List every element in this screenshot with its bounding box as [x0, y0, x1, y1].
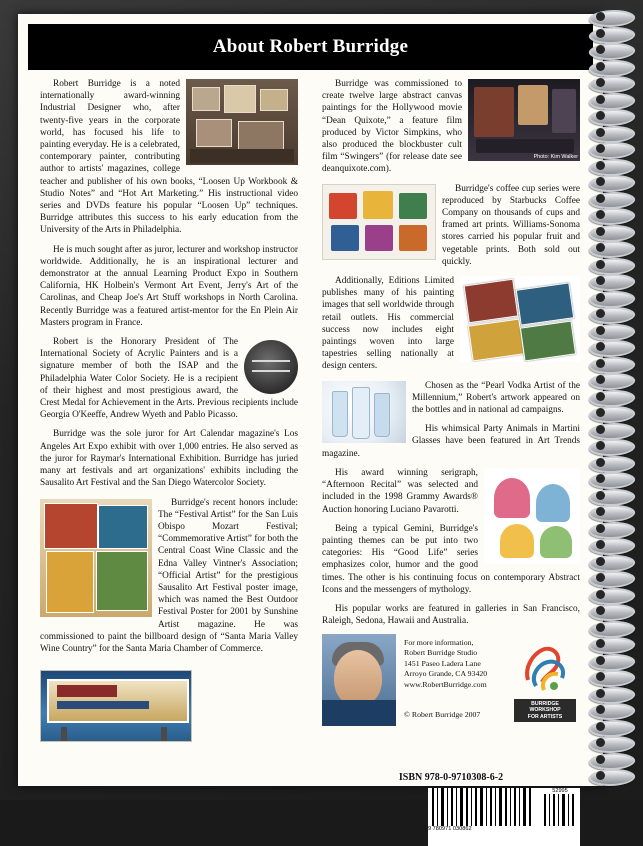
spiral-coil [587, 588, 638, 605]
contact-line-2: Robert Burridge Studio [404, 648, 478, 658]
spiral-coil [587, 621, 638, 638]
movie-photo-caption: Photo: Kim Walker [533, 154, 578, 160]
spiral-punch-hole [596, 705, 605, 714]
spiral-punch-hole [596, 260, 605, 269]
spiral-punch-hole [596, 128, 605, 137]
burridge-workshop-logo [514, 634, 576, 726]
contact-line-4: Arroyo Grande, CA 93420 [404, 669, 488, 679]
spiral-punch-hole [596, 623, 605, 632]
spiral-coil [587, 390, 638, 407]
paragraph: His award winning serigraph, “Afternoon Recital” was selected and included in the 1998 Grammy Awards® Auction honoring Luciano Pavarotti. [322, 467, 478, 515]
spiral-coil [587, 357, 638, 374]
paragraph: Chosen as the “Pearl Vodka Artist of the Millennium,” Robert's artwork appeared on the bottles and in national ad campaigns. [412, 380, 580, 416]
billboard-photo [40, 670, 192, 742]
spiral-coil [587, 159, 638, 176]
spiral-binding [591, 10, 635, 790]
paragraph: Burridge's coffee cup series were reproduced by Starbucks Coffee Company on thousands of cups and framed art prints. Williams-Sonoma stores carried his popular fruit and vegetable prints. Both sold out quickly. [442, 183, 580, 267]
paragraph: His whimsical Party Animals in Martini Glasses have been featured in Art Trends magazine. [322, 424, 580, 459]
logo-svg [520, 640, 570, 694]
spiral-coil [587, 571, 638, 588]
spiral-punch-hole [596, 474, 605, 483]
coffee-cup-series-photo [322, 184, 436, 260]
spiral-punch-hole [596, 408, 605, 417]
spiral-coil [587, 109, 638, 126]
author-portrait [322, 634, 396, 726]
spiral-punch-hole [596, 111, 605, 120]
spiral-punch-hole [596, 326, 605, 335]
party-animals-artwork [484, 468, 580, 564]
spiral-coil [587, 604, 638, 621]
price-code: 52995 [552, 788, 568, 794]
portrait-shirt [322, 700, 396, 726]
logo-line-3: FOR ARTISTS [527, 713, 563, 720]
spiral-punch-hole [596, 29, 605, 38]
spiral-punch-hole [596, 392, 605, 401]
spiral-punch-hole [596, 227, 605, 236]
spiral-coil [587, 753, 638, 770]
spiral-coil [587, 423, 638, 440]
tapestry-photo [460, 276, 580, 362]
logo-mark-icon [520, 640, 570, 694]
spiral-coil [587, 687, 638, 704]
spiral-punch-hole [596, 78, 605, 87]
title-band [28, 24, 593, 70]
spiral-coil [587, 670, 638, 687]
spiral-coil [587, 373, 638, 390]
isbn-label: ISBN 978-0-9710308-6-2 [398, 772, 504, 783]
contact-line-3: 1451 Paseo Ladera Lane [404, 658, 481, 668]
paragraph: Burridge was commissioned to create twelve large abstract canvas paintings for the Hollywood movie “Dean Quixote,” a feature film produced by Victor Simpkins, who also produced the blockbuster cult film “Swingers” (for release date see deanquixote.com). [322, 79, 462, 175]
spiral-coil [587, 76, 638, 93]
spiral-coil [587, 291, 638, 308]
spiral-coil [587, 307, 638, 324]
spiral-coil [587, 456, 638, 473]
spiral-punch-hole [596, 524, 605, 533]
spiral-coil [587, 43, 638, 60]
spiral-coil [587, 538, 638, 555]
spiral-punch-hole [596, 342, 605, 351]
content-area [40, 78, 580, 832]
spiral-punch-hole [596, 45, 605, 54]
spiral-punch-hole [596, 194, 605, 203]
spiral-punch-hole [596, 177, 605, 186]
spiral-coil [587, 505, 638, 522]
book-back-cover [18, 14, 603, 832]
spiral-punch-hole [596, 161, 605, 170]
spiral-coil [587, 654, 638, 671]
spiral-coil [587, 258, 638, 275]
logo-text [514, 699, 576, 722]
spiral-coil [587, 60, 638, 77]
spiral-coil [587, 93, 638, 110]
spiral-coil [587, 522, 638, 539]
barcode-digits: 9 780971 030862 [428, 826, 472, 832]
left-column [40, 78, 298, 662]
spiral-coil [587, 489, 638, 506]
spiral-coil [587, 192, 638, 209]
paragraph: Burridge's recent honors include: The “Festival Artist” for the San Luis Obispo Mozart Festival; “Commemorative Artist” for both the Central Coast Wine Classic and the Edna Valley Vintner's Association; “Official Artist” for the prestigious Sausalito Art Festival poster image, which was named the Best Outdoor Festival Poster for 2001 by Sunshine Artist magazine. He was commissioned to paint the billboard design of “Santa Maria Valley Wine Country” for the Santa Maria Chamber of Commerce. [40, 497, 298, 654]
paragraph: He is much sought after as juror, lecturer and workshop instructor worldwide. Additionally, he is an inspirational lecturer and demonstrator at the annual Learning Product Expo in Southern California, HK Holbein's Vermont Art Event, Jerry's Art of the Carolinas, and Cheap Joe's Art Stuff workshops in North Carolina. Recently Burridge was a featured artist-mentor for the En Plein Air Masters program in France. [40, 244, 298, 328]
spiral-coil [587, 10, 638, 27]
spiral-punch-hole [596, 540, 605, 549]
spiral-punch-hole [596, 243, 605, 252]
spiral-punch-hole [596, 491, 605, 500]
spiral-coil [587, 340, 638, 357]
logo-line-1: BURRIDGE [531, 700, 559, 707]
spiral-coil [587, 225, 638, 242]
spiral-punch-hole [596, 606, 605, 615]
pearl-vodka-photo [322, 381, 406, 443]
spiral-coil [587, 555, 638, 572]
spiral-punch-hole [596, 639, 605, 648]
paragraph: Burridge was the sole juror for Art Calendar magazine's Los Angeles Art Expo exhibit with over 1,000 entries. He also served as the juror for Raymar's International Exhibition. Burridge has juried many art festivals and art organizations' exhibits including the Sausalito Art Festival and the San Diego Watercolor Society. [40, 429, 298, 489]
spiral-punch-hole [596, 95, 605, 104]
isap-seal [244, 340, 298, 394]
spiral-coil [587, 637, 638, 654]
paragraph: Robert Burridge is a noted internationally award-winning Industrial Designer who, after twenty-five years in the corporate world, has focused his life to painting everyday. He is a celebrated, contemporary painter, contributing author to artists' magazines, college teacher and publisher of his own books, “Loosen Up Workbook & Studio Notes” and “Hot Art Marketing.” His instructional video series and DVDs feature his popular “Loosen Up” techniques. Burridge attributes this success to his early education from the University of the Arts in Philadelphia. [40, 79, 298, 236]
spiral-coil [587, 406, 638, 423]
website-link[interactable]: www.RobertBurridge.com [404, 679, 487, 689]
spiral-punch-hole [596, 309, 605, 318]
spiral-punch-hole [596, 210, 605, 219]
barcode-area [428, 788, 580, 846]
publisher-block [322, 634, 580, 764]
spiral-punch-hole [596, 771, 605, 780]
price-barcode [540, 788, 580, 832]
spiral-punch-hole [596, 722, 605, 731]
artwork-collage [40, 499, 152, 617]
paragraph: Robert is the Honorary President of The International Society of Acrylic Painters and is a signature member of both the ISAP and the Philadelphia Water Color Society. He is a recipient of their highest and most prestigious award, the Crest Medal for Achievement in the Arts. Previous recipients include Georgia O'Keeffe, Andrew Wyeth and Pablo Picasso. [40, 337, 298, 421]
spiral-punch-hole [596, 276, 605, 285]
spiral-punch-hole [596, 557, 605, 566]
spiral-punch-hole [596, 441, 605, 450]
spiral-punch-hole [596, 689, 605, 698]
spiral-coil [587, 274, 638, 291]
spiral-punch-hole [596, 573, 605, 582]
spiral-punch-hole [596, 62, 605, 71]
page-title: About Robert Burridge [212, 36, 409, 57]
movie-photo [468, 79, 580, 161]
spiral-coil [587, 720, 638, 737]
spiral-punch-hole [596, 507, 605, 516]
spiral-punch-hole [596, 375, 605, 384]
spiral-punch-hole [596, 656, 605, 665]
spiral-coil [587, 142, 638, 159]
copyright-notice: © Robert Burridge 2007 [404, 710, 481, 719]
spiral-punch-hole [596, 590, 605, 599]
gallery-photo [186, 79, 298, 165]
spiral-punch-hole [596, 293, 605, 302]
paragraph: Additionally, Editions Limited publishes many of his painting images that sell worldwide through retail outlets. His commercial success now includes eight paintings woven into large tapestries selling nationally at design centers. [322, 276, 454, 372]
logo-line-2: WORKSHOP [529, 707, 561, 714]
spiral-punch-hole [596, 672, 605, 681]
spiral-coil [587, 175, 638, 192]
paragraph: His popular works are featured in galleries in San Francisco, Raleigh, Sedona, Hawaii and Australia. [322, 603, 580, 627]
portrait-face [334, 650, 382, 706]
spiral-coil [587, 324, 638, 341]
spiral-punch-hole [596, 755, 605, 764]
isbn-barcode [428, 788, 536, 832]
spiral-punch-hole [596, 144, 605, 153]
spiral-coil [587, 126, 638, 143]
spiral-punch-hole [596, 12, 605, 21]
publisher-address [404, 638, 512, 690]
spiral-punch-hole [596, 458, 605, 467]
spiral-coil [587, 208, 638, 225]
spiral-coil [587, 703, 638, 720]
contact-line-1: For more information, [404, 638, 474, 647]
spiral-punch-hole [596, 359, 605, 368]
spiral-punch-hole [596, 738, 605, 747]
spiral-punch-hole [596, 425, 605, 434]
spiral-coil [587, 27, 638, 44]
paragraph: Being a typical Gemini, Burridge's painting themes can be put into two categories: His “Good Life” series emphasizes color, humor and the good times. The other is his continuing focus on contemporary Abstract Icons and the messengers of mythology. [322, 523, 580, 595]
spiral-coil [587, 472, 638, 489]
right-column [322, 78, 580, 634]
spiral-coil [587, 736, 638, 753]
spiral-coil [587, 769, 638, 786]
spiral-coil [587, 241, 638, 258]
spiral-coil [587, 439, 638, 456]
